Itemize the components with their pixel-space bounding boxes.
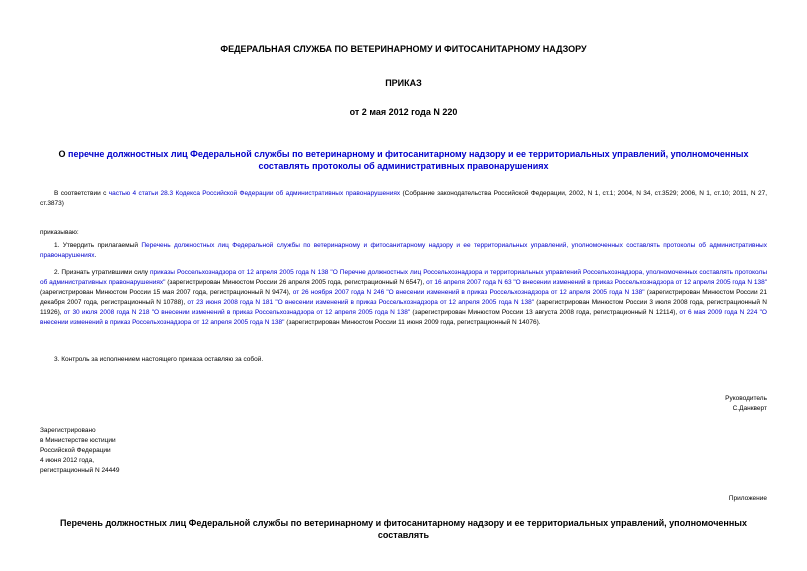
item-1 xyxy=(40,241,767,261)
signer-name: С.Данкверт xyxy=(732,405,767,412)
signature-block xyxy=(725,394,767,414)
registration-line: регистрационный N 24449 xyxy=(40,467,120,474)
item2-text-5: (зарегистрирован Минюстом России 3 июля 2008 года, регистрационный N 11926), xyxy=(40,299,767,316)
registration-line: Российской Федерации xyxy=(40,447,111,454)
title-link[interactable]: перечне должностных лиц Федеральной службы по ветеринарному и фитосанитарному надзору и ее территориальных управлений, уполномоченных составлять протоколы об административных правонарушениях xyxy=(68,149,749,171)
appendix-label: Приложение xyxy=(728,495,767,502)
item2-link-5[interactable]: от 30 июля 2008 года N 218 "О внесении изменений в приказ Россельхознадзора от 12 апреля 2005 года N 138" xyxy=(63,309,411,316)
item-2 xyxy=(40,268,767,328)
item2-link-4[interactable]: от 23 июня 2008 года N 181 "О внесении изменений в приказ Россельхознадзора от 12 апреля 2005 года N 138" xyxy=(187,299,535,306)
item-3: 3. Контроль за исполнением настоящего приказа оставляю за собой. xyxy=(54,356,264,363)
item1-text-before: 1. Утвердить прилагаемый xyxy=(54,242,142,249)
basis-paragraph xyxy=(40,189,767,209)
doc-title xyxy=(40,148,767,172)
registration-line: в Министерстве юстиции xyxy=(40,437,116,444)
item2-link-1[interactable]: приказы Россельхознадзора от 12 апреля 2005 года N 138 "О Перечне должностных лиц Россельхознадзора и территориальных управлений Россельхознадзора, уполномоченных составлять протоколы об административных правонарушениях" xyxy=(40,269,767,286)
item2-link-3[interactable]: от 26 ноября 2007 года N 246 "О внесении изменений в приказ Россельхознадзора от 12 апреля 2005 года N 138" xyxy=(292,289,645,296)
item1-list-link[interactable]: Перечень должностных лиц Федеральной службы по ветеринарному и фитосанитарному надзору и ее территориальных управлений, уполномоченных составлять протоколы об административных правонарушениях xyxy=(40,242,767,259)
registration-line: 4 июня 2012 года, xyxy=(40,457,95,464)
item1-text-after: . xyxy=(94,252,97,259)
item2-text-4: (зарегистрирован Минюстом России 21 декабря 2007 года, регистрационный N 10788), xyxy=(40,289,767,306)
basis-code-link[interactable]: частью 4 статьи 28.3 Кодекса Российской Федерации об административных правонарушениях xyxy=(108,190,401,197)
item2-text-6: (зарегистрирован Минюстом России 13 августа 2008 года, регистрационный N 12114), xyxy=(410,309,680,316)
item2-link-2[interactable]: от 16 апреля 2007 года N 63 "О внесении изменений в приказ Россельхознадзора от 12 апреля 2005 года N 138" xyxy=(426,279,768,286)
basis-text-after: (Собрание законодательства Российской Федерации, 2002, N 1, ст.1; 2004, N 34, ст.3529; 2006, N 1, ст.10; 2011, N 27, ст.3873) xyxy=(40,190,768,207)
list-title: Перечень должностных лиц Федеральной службы по ветеринарному и фитосанитарному надзору и ее территориальных управлений, уполномоченных составлять xyxy=(60,518,747,540)
signer-position: Руководитель xyxy=(725,395,767,402)
registration-line: Зарегистрировано xyxy=(40,427,96,434)
title-prefix: О xyxy=(58,149,69,159)
agency-name: ФЕДЕРАЛЬНАЯ СЛУЖБА ПО ВЕТЕРИНАРНОМУ И ФИТОСАНИТАРНОМУ НАДЗОРУ xyxy=(220,44,587,54)
item2-text-3: (зарегистрирован Минюстом России 15 мая 2007 года, регистрационный N 9474), xyxy=(40,289,293,296)
item2-link-6[interactable]: от 6 мая 2009 года N 224 "О внесении изменений в приказ Россельхознадзора от 12 апреля 2005 года N 138" xyxy=(40,309,767,326)
registration-block xyxy=(40,426,120,476)
item2-text-2: (зарегистрирован Минюстом России 26 апреля 2005 года, регистрационный N 6547), xyxy=(165,279,427,286)
doc-type: ПРИКАЗ xyxy=(385,78,422,88)
basis-text-before: В соответствии с xyxy=(54,190,109,197)
orders-word: приказываю: xyxy=(40,229,79,236)
item2-text-7: (зарегистрирован Минюстом России 11 июня 2009 года, регистрационный N 14076). xyxy=(284,319,541,326)
doc-date: от 2 мая 2012 года N 220 xyxy=(349,107,458,117)
item2-text-1: 2. Признать утратившими силу xyxy=(54,269,151,276)
